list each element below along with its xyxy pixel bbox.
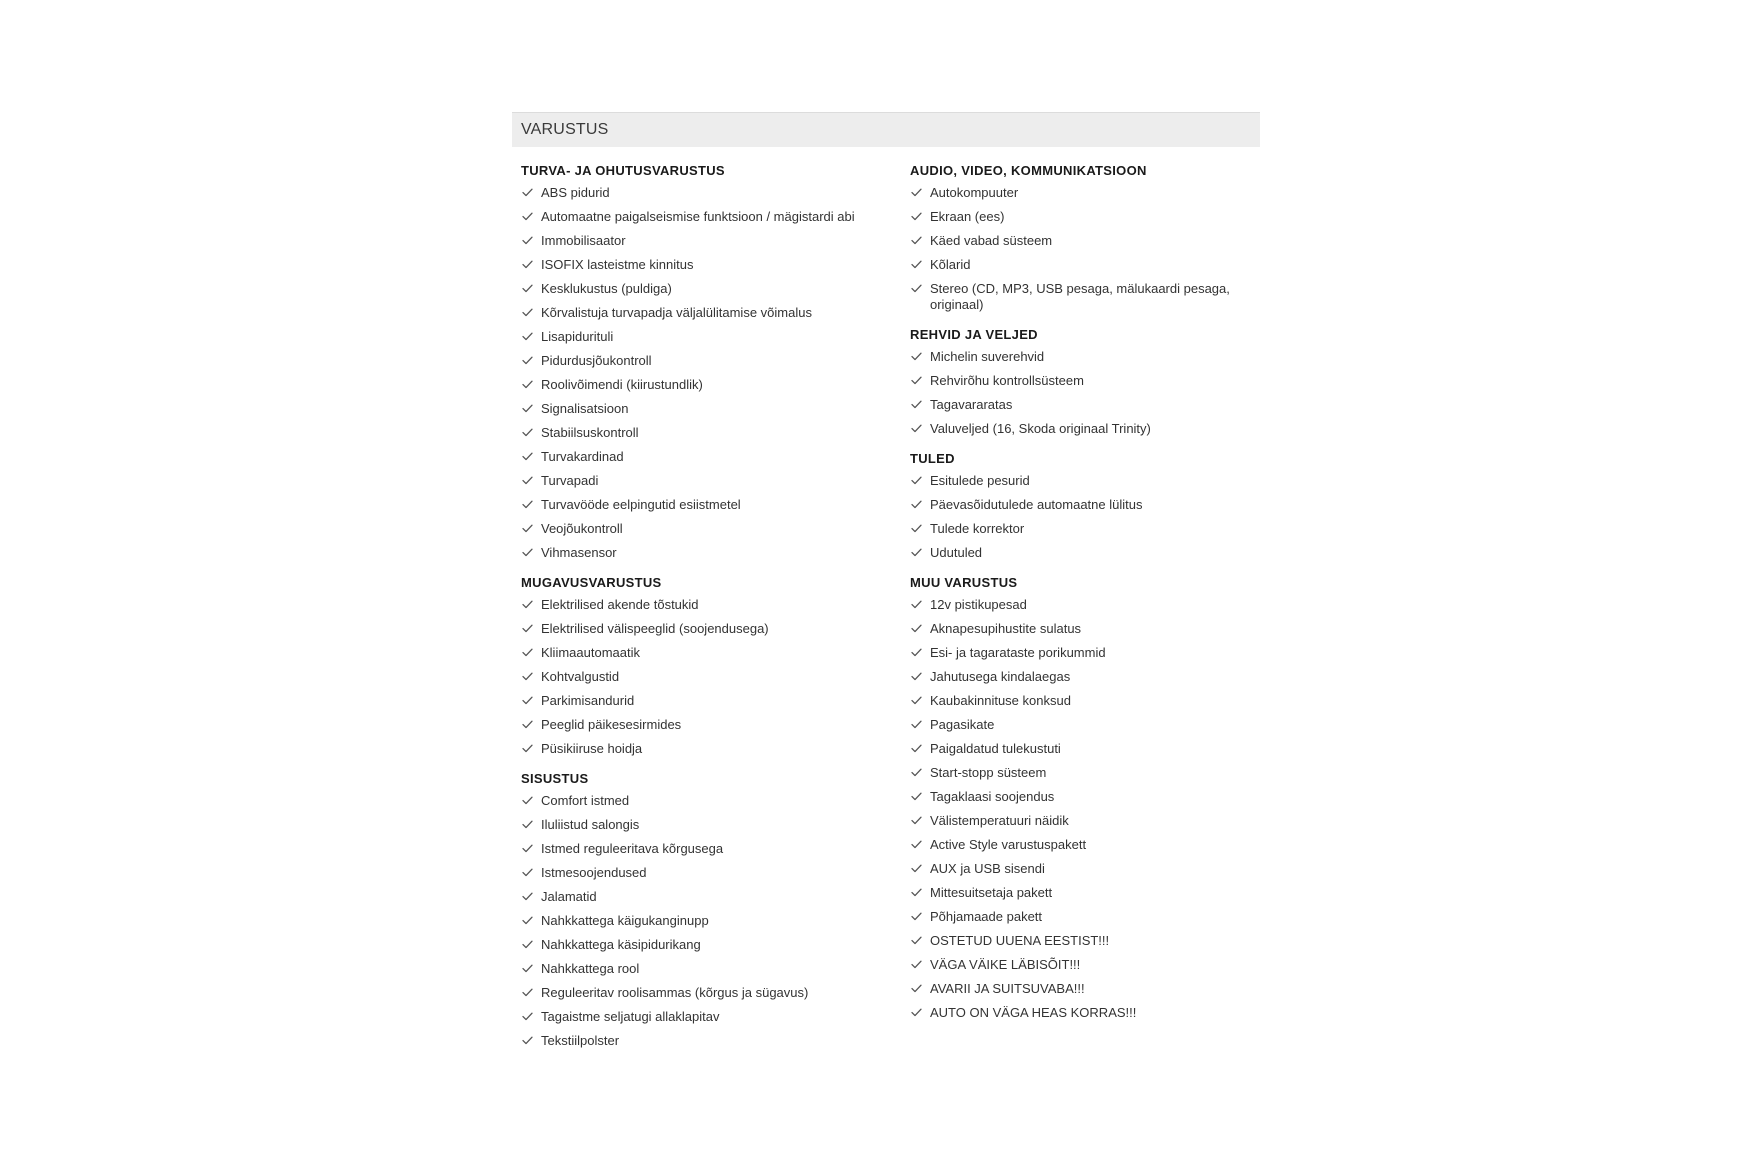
item-label: Start-stopp süsteem (930, 765, 1047, 780)
check-icon (522, 868, 533, 877)
equipment-list (521, 185, 901, 561)
check-icon (911, 524, 922, 533)
equipment-section (910, 327, 1260, 437)
check-icon (911, 936, 922, 945)
check-icon (522, 844, 533, 853)
list-item (521, 329, 901, 345)
list-item (910, 597, 1260, 613)
item-label: Reguleeritav roolisammas (kõrgus ja sügavus) (541, 985, 809, 1000)
item-label: Käed vabad süsteem (930, 233, 1053, 248)
list-item (910, 349, 1260, 365)
check-icon (911, 888, 922, 897)
list-item (910, 473, 1260, 489)
item-label: Mittesuitsetaja pakett (930, 885, 1053, 900)
section-title: REHVID JA VELJED (910, 327, 1038, 342)
list-item (910, 813, 1260, 829)
check-icon (522, 1036, 533, 1045)
check-icon (911, 236, 922, 245)
item-label: Tagaklaasi soojendus (930, 789, 1055, 804)
item-label: Michelin suverehvid (930, 349, 1045, 364)
item-label: Active Style varustuspakett (930, 837, 1087, 852)
check-icon (522, 964, 533, 973)
item-label: Turvavööde eelpingutid esiistmetel (541, 497, 741, 512)
section-title: MUU VARUSTUS (910, 575, 1018, 590)
item-label: Lisapiduritulі (541, 329, 614, 344)
list-item (521, 521, 901, 537)
item-label: Vihmasensor (541, 545, 617, 560)
list-item (521, 913, 901, 929)
item-label: Jalamatid (541, 889, 597, 904)
equipment-column-right (910, 163, 1260, 1035)
section-title: TURVA- JA OHUTUSVARUSTUS (521, 163, 725, 178)
item-label: Tagaistme seljatugi allaklapitav (541, 1009, 720, 1024)
list-item (910, 765, 1260, 781)
check-icon (911, 352, 922, 361)
item-label: Nahkkattega käsipidurikang (541, 937, 701, 952)
item-label: Udutuled (930, 545, 983, 560)
check-icon (522, 988, 533, 997)
item-label: Välistemperatuuri näidik (930, 813, 1069, 828)
list-item (910, 789, 1260, 805)
list-item (910, 521, 1260, 537)
list-item (910, 885, 1260, 901)
list-item (521, 817, 901, 833)
list-item (910, 693, 1260, 709)
list-item (910, 933, 1260, 949)
list-item (521, 233, 901, 249)
check-icon (522, 452, 533, 461)
item-label: AUX ja USB sisendi (930, 861, 1045, 876)
item-label: ISOFIX lasteistme kinnitus (541, 257, 694, 272)
list-item (521, 305, 901, 321)
equipment-list (521, 793, 901, 1049)
check-icon (522, 672, 533, 681)
equipment-panel (512, 112, 1260, 1048)
check-icon (522, 476, 533, 485)
list-item (521, 741, 901, 757)
check-icon (522, 356, 533, 365)
list-item (521, 497, 901, 513)
check-icon (911, 648, 922, 657)
equipment-list (910, 349, 1260, 437)
list-item (910, 981, 1260, 997)
list-item (910, 717, 1260, 733)
check-icon (911, 864, 922, 873)
equipment-list (910, 473, 1260, 561)
list-item (521, 645, 901, 661)
list-item (521, 717, 901, 733)
list-item (521, 401, 901, 417)
list-item (521, 889, 901, 905)
list-item (521, 425, 901, 441)
check-icon (911, 744, 922, 753)
panel-header (512, 112, 1260, 147)
check-icon (522, 600, 533, 609)
list-item (910, 741, 1260, 757)
item-label: Elektrilised välispeeglid (soojendusega) (541, 621, 769, 636)
check-icon (522, 696, 533, 705)
check-icon (522, 428, 533, 437)
item-label: Veojõukontroll (541, 521, 623, 536)
check-icon (911, 424, 922, 433)
list-item (910, 209, 1260, 225)
list-item (910, 1005, 1260, 1021)
item-label: AUTO ON VÄGA HEAS KORRAS!!! (930, 1005, 1137, 1020)
list-item (521, 793, 901, 809)
list-item (910, 957, 1260, 973)
check-icon (522, 404, 533, 413)
section-title: TULED (910, 451, 955, 466)
check-icon (522, 916, 533, 925)
list-item (521, 353, 901, 369)
item-label: Esi- ja tagarataste porikummid (930, 645, 1106, 660)
check-icon (522, 332, 533, 341)
list-item (910, 281, 1260, 313)
list-item (521, 449, 901, 465)
equipment-section (910, 451, 1260, 561)
list-item (521, 669, 901, 685)
check-icon (522, 284, 533, 293)
list-item (521, 377, 901, 393)
check-icon (522, 380, 533, 389)
list-item (910, 397, 1260, 413)
item-label: AVARII JA SUITSUVABA!!! (930, 981, 1085, 996)
check-icon (911, 284, 922, 293)
item-label: Nahkkattega rool (541, 961, 640, 976)
equipment-section (521, 771, 901, 1049)
check-icon (911, 840, 922, 849)
item-label: Põhjamaade pakett (930, 909, 1043, 924)
list-item (521, 1009, 901, 1025)
item-label: Iluliistud salongis (541, 817, 640, 832)
item-label: Elektrilised akende tõstukid (541, 597, 699, 612)
item-label: Stereo (CD, MP3, USB pesaga, mälukaardi pesaga, originaal) (930, 281, 1230, 312)
check-icon (911, 696, 922, 705)
item-label: OSTETUD UUENA EESTIST!!! (930, 933, 1110, 948)
item-label: Esitulede pesurid (930, 473, 1030, 488)
item-label: Tulede korrektor (930, 521, 1025, 536)
check-icon (522, 548, 533, 557)
list-item (521, 209, 901, 225)
list-item (910, 373, 1260, 389)
check-icon (522, 892, 533, 901)
check-icon (522, 212, 533, 221)
item-label: Ekraan (ees) (930, 209, 1005, 224)
equipment-section (521, 575, 901, 757)
item-label: Immobilisaator (541, 233, 626, 248)
check-icon (911, 672, 922, 681)
list-item (521, 257, 901, 273)
item-label: Tagavararatas (930, 397, 1013, 412)
item-label: Istmesoojendused (541, 865, 647, 880)
list-item (521, 865, 901, 881)
equipment-list (521, 597, 901, 757)
equipment-section (521, 163, 901, 561)
list-item (910, 421, 1260, 437)
section-title: MUGAVUSVARUSTUS (521, 575, 662, 590)
item-label: Kõrvalistuja turvapadja väljalülitamise võimalus (541, 305, 812, 320)
check-icon (522, 188, 533, 197)
equipment-section (910, 163, 1260, 313)
list-item (910, 861, 1260, 877)
list-item (910, 257, 1260, 273)
list-item (910, 909, 1260, 925)
list-item (521, 473, 901, 489)
list-item (521, 693, 901, 709)
list-item (521, 185, 901, 201)
item-label: Valuveljed (16, Skoda originaal Trinity) (930, 421, 1151, 436)
check-icon (911, 984, 922, 993)
item-label: Pidurdusjõukontroll (541, 353, 652, 368)
check-icon (911, 548, 922, 557)
list-item (910, 545, 1260, 561)
item-label: Rehvirõhu kontrollsüsteem (930, 373, 1084, 388)
section-title: SISUSTUS (521, 771, 589, 786)
check-icon (911, 1008, 922, 1017)
item-label: Kohtvalgustid (541, 669, 620, 684)
equipment-section (910, 575, 1260, 1021)
equipment-list (910, 597, 1260, 1021)
item-label: Parkimisandurid (541, 693, 635, 708)
item-label: Stabiilsuskontroll (541, 425, 639, 440)
list-item (910, 669, 1260, 685)
check-icon (911, 912, 922, 921)
check-icon (911, 188, 922, 197)
check-icon (522, 500, 533, 509)
check-icon (522, 308, 533, 317)
item-label: Kesklukustus (puldiga) (541, 281, 672, 296)
item-label: Autokompuuter (930, 185, 1019, 200)
list-item (910, 497, 1260, 513)
check-icon (522, 720, 533, 729)
check-icon (911, 400, 922, 409)
list-item (910, 621, 1260, 637)
list-item (521, 597, 901, 613)
check-icon (911, 720, 922, 729)
list-item (910, 233, 1260, 249)
item-label: Peeglid päikesesirmides (541, 717, 682, 732)
list-item (521, 985, 901, 1001)
item-label: Turvakardinad (541, 449, 624, 464)
check-icon (522, 940, 533, 949)
item-label: Istmed reguleeritava kõrgusega (541, 841, 724, 856)
check-icon (911, 792, 922, 801)
list-item (521, 545, 901, 561)
check-icon (522, 260, 533, 269)
item-label: Tekstiilpolster (541, 1033, 620, 1048)
item-label: Automaatne paigalseismise funktsioon / mägistardi abi (541, 209, 855, 224)
item-label: Püsikiiruse hoidja (541, 741, 643, 756)
check-icon (911, 960, 922, 969)
list-item (521, 937, 901, 953)
check-icon (522, 236, 533, 245)
list-item (521, 281, 901, 297)
check-icon (522, 524, 533, 533)
list-item (521, 1033, 901, 1049)
item-label: 12v pistikupesad (930, 597, 1027, 612)
check-icon (911, 500, 922, 509)
check-icon (911, 212, 922, 221)
item-label: Signalisatsioon (541, 401, 629, 416)
panel-title: VARUSTUS (521, 121, 609, 138)
item-label: Päevasõidutulede automaatne lülitus (930, 497, 1143, 512)
equipment-list (910, 185, 1260, 313)
list-item (521, 841, 901, 857)
list-item (910, 645, 1260, 661)
list-item (521, 961, 901, 977)
item-label: Kõlarid (930, 257, 971, 272)
list-item (910, 185, 1260, 201)
item-label: Kliimaautomaatik (541, 645, 640, 660)
check-icon (911, 768, 922, 777)
check-icon (522, 648, 533, 657)
list-item (521, 621, 901, 637)
check-icon (522, 744, 533, 753)
item-label: Comfort istmed (541, 793, 630, 808)
item-label: Nahkkattega käigukanginupp (541, 913, 709, 928)
check-icon (911, 624, 922, 633)
check-icon (911, 816, 922, 825)
item-label: Pagasikate (930, 717, 995, 732)
item-label: Aknapesupihustite sulatus (930, 621, 1082, 636)
check-icon (911, 260, 922, 269)
list-item (910, 837, 1260, 853)
item-label: ABS pidurid (541, 185, 610, 200)
check-icon (911, 376, 922, 385)
check-icon (522, 624, 533, 633)
check-icon (522, 820, 533, 829)
check-icon (522, 796, 533, 805)
check-icon (911, 600, 922, 609)
item-label: Turvapadi (541, 473, 599, 488)
item-label: Jahutusega kindalaegas (930, 669, 1071, 684)
section-title: AUDIO, VIDEO, KOMMUNIKATSIOON (910, 163, 1147, 178)
item-label: Paigaldatud tulekustuti (930, 741, 1061, 756)
check-icon (522, 1012, 533, 1021)
equipment-column-left (521, 163, 901, 1063)
item-label: VÄGA VÄIKE LÄBISÕIT!!! (930, 957, 1081, 972)
item-label: Roolivõimendi (kiirustundlik) (541, 377, 703, 392)
check-icon (911, 476, 922, 485)
item-label: Kaubakinnituse konksud (930, 693, 1071, 708)
